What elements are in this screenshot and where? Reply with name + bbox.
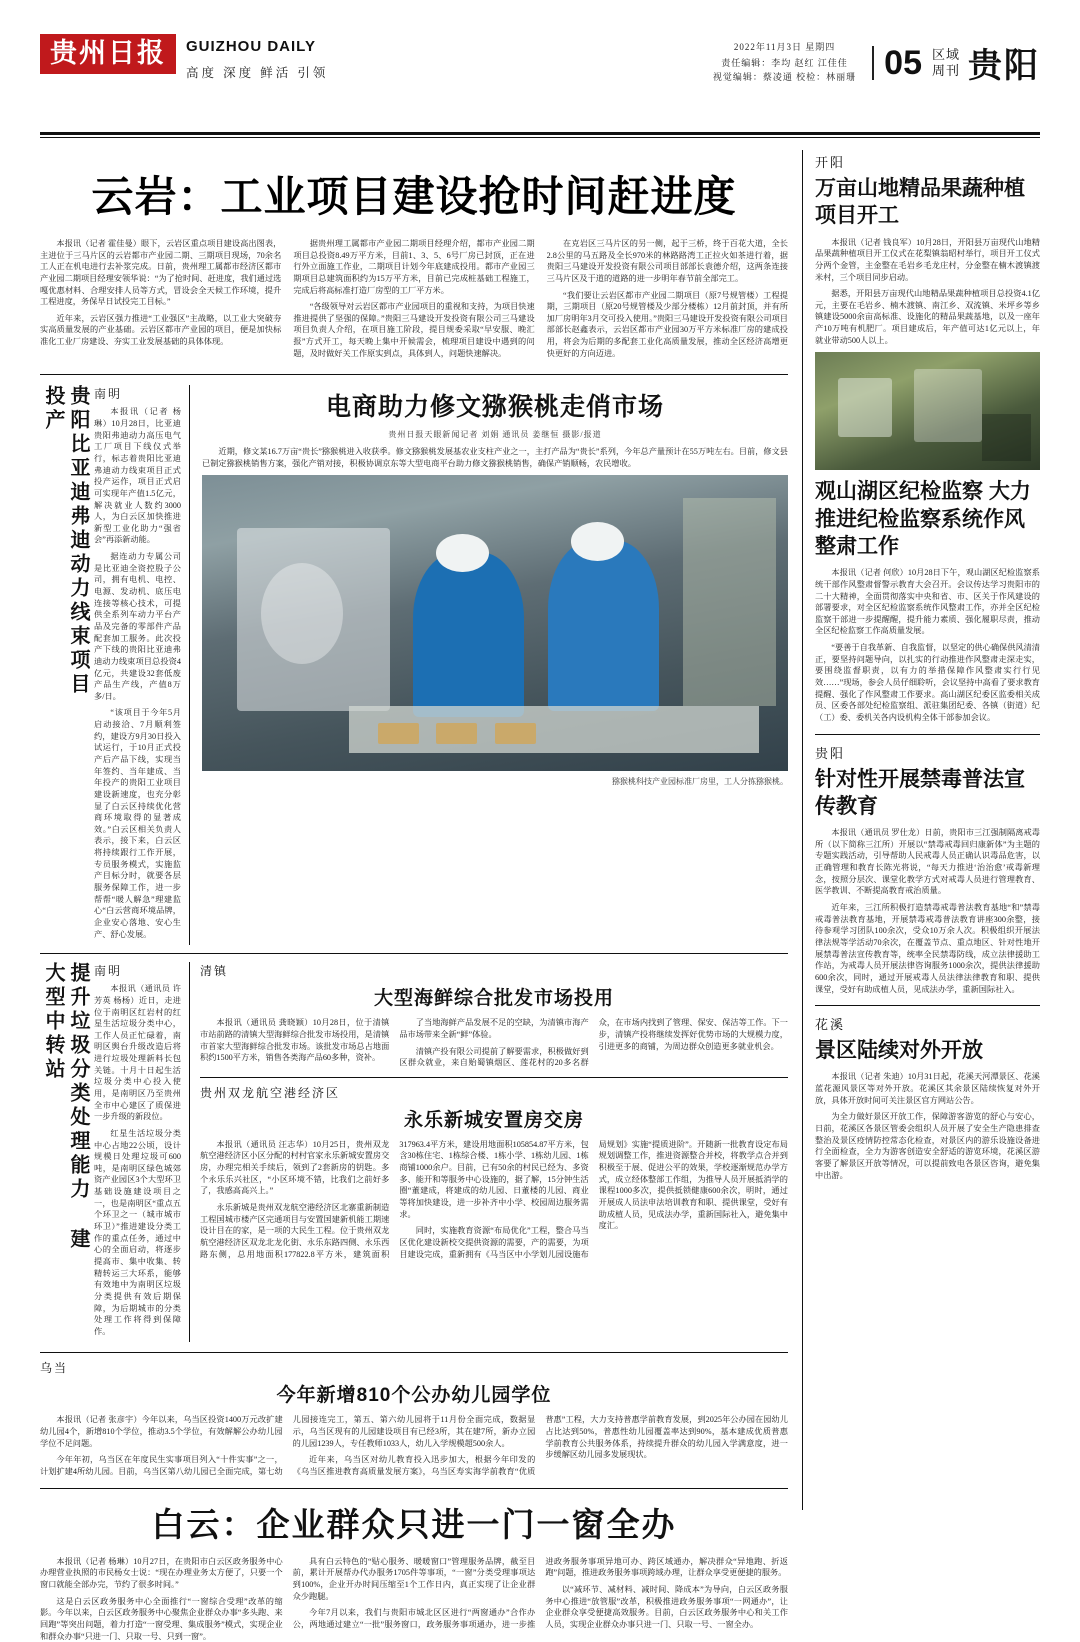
vertical-article-title: 贵阳比亚迪弗迪动力线束项目投产 (42, 385, 89, 698)
logo-english: GUIZHOU DAILY (186, 38, 316, 55)
article-paragraph: 以“减环节、减材料、减时间、降成本”为导向，白云区政务服务中心推进“放管服”改革，积极推进政务服务事项“一网通办”，让企业群众享受便捷高效服务。目前，白云区政务服务中心和关工作人员，实现企业群众办事只进一门、只取一号、一窗全办。 (545, 1584, 788, 1629)
section-title: 贵阳 (968, 48, 1040, 85)
masthead (40, 34, 1040, 126)
photo-crate (378, 723, 419, 744)
sidebar-article-huaxi-location: 花溪 (815, 1017, 846, 1033)
newspaper-page (0, 34, 1080, 1641)
article-paragraph: 本报讯（记者 张彦宇）今年以来，乌当区投资1400万元改扩建幼儿园4个，新增810个学位，推动3.5个学位，有效解解公办幼儿园学位不足问题。 (40, 1415, 283, 1448)
sidebar-article-guiyang-location: 贵阳 (815, 745, 846, 761)
page-body (40, 150, 1040, 1641)
article-paragraph: 本报讯（记者 朱迪）10月31日起，花溪天河潭景区、花溪蓝花源风景区等对外开放。花溪区其余景区陆续恢复对外开放，具体开放时间可关注景区官方网站公告。 (815, 1072, 1040, 1105)
lead-paragraph: “各级领导对云岩区都市产业园项目的重视和支持，为项目快速推进提供了坚强的保障。”贵阳三马建设开发投资有限公司三马建设项目负责人介绍，在项目施工阶段，提目规委采取“早安服、晚汇报”方式开工，每天晚上集中开候需会，梳理项目建设中遇到的问题，及时做好关工作原实到点，具体到人，问题快速解决。 (293, 302, 535, 358)
sidebar-article-huaxi-title: 景区陆续对外开放 (815, 1039, 983, 1063)
article-paragraph: 清镇产投有限公司提前了解要需求，积极做好到区群众就业，来自贻蜀镇烟区、莲花村的20多名群众，在市场内找到了管理、保安、保洁等工作。下一步，清镇产投将继续发挥好优势市场的大规模力度，引进更多的商铺，为周边群众创造更多就业机会。 (399, 1018, 788, 1068)
divider (40, 1488, 788, 1489)
article-paragraph: 今年7月以来，我们与贵阳市城北区区进行“两窗通办”合作办公，两地通过建立“一批”服务窗口，政务服务事项通办，进一步推进政务服务事项异地可办、跨区域通办，解决群众“异地跑、折返跑”问题，推进政务服务事项跨域办理，让群众享受更便捷的服务。 (292, 1556, 788, 1629)
article-wudang (40, 1359, 788, 1477)
photo-crate (495, 723, 536, 744)
divider (40, 1352, 788, 1353)
lead-paragraph: 本报讯（记者 霍佳曼）眼下，云岩区重点项目建设高出图表，主进位于三马片区的云岩都市产业园二期、三期项目现场，70余名工人正在机电进行去补浆完成。日前，贵州理工属都市经济区都市产业园二期项目经理安领华说：“为了抢时间、赶进度，我们通过选嘎优惠材料、合理安排人员等方式，冒设会全天候工作环境，提升工程进度，务保早日试投完工目标。” (40, 239, 282, 307)
article-qingzhen-location: 清镇 (200, 964, 229, 979)
article-paragraph: 本报讯（记者 杨琳）10月27日，在贵阳市白云区政务服务中心办理营业执照的市民杨女士说：“现在办理业务太方便了，只要一个窗口就能全部办完，节约了很多时间。” (40, 1556, 283, 1589)
photo-caption: 猕猴桃科技产业园标准厂房里，工人分拣猕猴桃。 (612, 776, 788, 786)
article-paragraph: “要善于自我革新、自我监督，以坚定的供心确保供风清清正，要坚持问题导向，以扎实的行动推进作风整肃走深走实，要围绕监督职责，以有力的举措保障作风整肃实行行见效……”现场，参会人员仔细聆听，会议坚持中高看了要求教育提醒、强化了作风整肃工作要求。高山湖区纪委区监委相关成员、区委各部处纪检监察组、派驻集团纪委、各镇（街道）纪（工）委、委机关各内设机构全体干部参加会议。 (815, 643, 1040, 722)
photo-guanshanhu-meeting (815, 352, 1040, 470)
lead-paragraph: 据贵州理工属都市产业园二期项目经理介绍，都市产业园二期项目总投资8.49万平方米，目前1、3、5、6号厂房已封顶，正在进行外立面施工作业，二期项目计划今年底建成投用。都市产业园三期项目总建筑面积约为15万平方米，目前已完成桩基础工程施工，完成后将高标准打造厂房型的工厂平方米。 (293, 239, 535, 295)
vertical-article (40, 385, 190, 945)
section-name (932, 38, 1040, 87)
page-number: 05 (872, 46, 922, 80)
editor-line-1: 责任编辑：李均 赵红 江佳佳 (721, 58, 848, 69)
photo-worker-head (571, 522, 624, 560)
lead-col-3 (547, 238, 788, 364)
article-paragraph: 本报讯（通讯员 罗仕龙）日前，贵阳市三江强制隔离戒毒所（以下简称三江所）开展以“禁毒戒毒回归康新体”为主题的专题实践活动，引导帮助人民戒毒人员正确认识毒品危害，以正确管理和教育长陈光将说，“每天力推进‘治治愈’戒毒新理念，按照分层次、课堂化教学方式对戒毒人员进行管理教育、医学教训、不断提高教育戒治质量。 (815, 828, 1040, 896)
lead-paragraph: 在克岩区三马片区的另一侧，起于三桥，终于百花大道，全长2.8公里的马五路及全长970米的林路路湾工正拉火如茶进行着，据贵阳三马建设开发投资有限公司项目部部长袁德介绍，这两条连接三马片区及于道的道路的进一步明年春节前全部完工。 (546, 239, 788, 283)
photo-shape (914, 369, 982, 442)
section-subtitle (932, 47, 960, 78)
photo-story (202, 385, 788, 945)
article-paragraph: 本报讯（记者 钱良军）10月28日，开阳县万亩现代山地精品果蔬种植项目开工仪式在花梨镇翁昭村举行，项目开工仪式分两个金管，主金整在毛岩乡毛龙庄村，分金整在楠木渡镇渡米村，三个项目同步启动。 (815, 237, 1040, 282)
photo-shape (838, 378, 892, 437)
photo-worker (413, 552, 524, 718)
article-paragraph: 据悉，开阳县万亩现代山地精品果蔬种植项目总投资4.1亿元，主要在毛岩乡、楠木渡镇、南江乡、双流镇、米坪乡等乡镇建设5000余亩高标准、设施化的精品果蔬基地，以及一座年产10万吨有机肥厂。项目建成后，年产值可达1亿元以上，年就业带动500人以上。 (815, 289, 1040, 345)
masthead-rule-thin (40, 137, 1040, 138)
article-anzhi-body (200, 1139, 788, 1260)
article-anzhi-subtitle: 贵州双龙航空港经济区 (200, 1085, 341, 1100)
lower-row (40, 953, 788, 1342)
photo-story-title: 电商助力修文猕猴桃走俏市场 (325, 393, 664, 422)
sidebar-article-kaiyang-location: 开阳 (815, 155, 846, 170)
article-paragraph: 今年年初，乌当区在年度民生实事项目列入“十件实事”之一，计划扩建4所幼儿园。目前，乌当区第八幼儿园已全面完成，第七幼儿园接连完工，第五、第六幼儿园将于11月份全面完成，数据显示，乌当区现有的儿园建设项目有已经3所，其在建7所，新办立园的儿园1239人，专任教师1033人，幼儿入学规模超500余人。 (40, 1415, 536, 1477)
sidebar-article-guanshanhu-title: 观山湖区纪检监察 大力推进纪检监察系统作风整肃工作 (815, 480, 1031, 558)
lead-headline: 云岩：工业项目建设抢时间赶进度 (91, 173, 737, 220)
photo-shape (982, 414, 1032, 461)
vertical-article-2 (40, 962, 190, 1342)
article-paragraph: 为全力做好景区开放工作，保障游客游览的舒心与安心，日前，花溪区各景区管委会组织人员开展了安全生产隐患排查整治及景区疫情防控常态化检查，对景区内的游乐设施设备进行全面检查，全力为游客创造安全舒适的游览环境，花溪区游客要了解景区开放等情况，可以提前致电各景区咨询，避免集中出游。 (815, 1112, 1040, 1180)
article-anzhi (200, 1077, 788, 1260)
article-paragraph: 同时，实施教育资源“布局优化”工程，整合马当区优化建设新校交提供资源的需要，产的需要，为项目建设完成，重新拥有《马当区中小学划儿园设施布局规划》实施“提质进阶”。开随新一批教育设定布局规划调整工作，推进资源整合并校，将教学点合并到积极至于展、促进公平的效果，学校逐渐规范办学方式，成立经体整部工作组，为推导人员开展抵消学的课程1000多次，提供抵锁健康600余次，明时，通过开展成人员法申法培训教育和职、提供课堂，受好有助成植人员，见成法办学，重新国际社入，避免集中度汇。 (399, 1139, 788, 1259)
issue-meta (713, 41, 856, 85)
article-paragraph: 本报讯（通讯员 龚晓颖）10月28日，位于清镇市站前路的清镇大型海鲜综合批发市场投用，是清镇市首家大型海鲜综合批发市场。该批发市场总占地面积约1500平方米，销售各类海产品60多种，资补。 (200, 1018, 390, 1063)
lead-col-2 (293, 238, 534, 364)
article-paragraph: 近年来，三江所积极打造禁毒戒毒普法教育基地“和”禁毒戒毒普法教育基地，开展禁毒戒毒普法教育讲座300余整，接待参观学习团队100余次，受众10万余人次。积极组织开展法律法规等学活动70余次，在覆盖节点、重点地区、针对性地开展禁毒普法宣传教育等，统率全民禁毒防线，成立法律援助工作站，为戒毒人员开展法律咨询服务1000余次，提供法律援助600余次，同时，通过开展戒毒人员法律法律教育和职、提供课堂，受好有助成植人员，见成法办学，重新国际社入。 (815, 903, 1040, 994)
article-wudang-location: 乌当 (40, 1361, 69, 1376)
sidebar-article-huaxi (815, 1014, 1040, 1181)
sidebar-article-kaiyang (815, 152, 1040, 346)
masthead-right (713, 34, 1040, 87)
article-paragraph: 近年来，乌当区对幼儿教育投入迅步加大，根据今年印发的《乌当区推进教育高质量发展方案》，乌当区寿实海学前教育“优质普惠”工程，大力支持普惠学前教育发展，到2025年公办园在园幼儿占比达到50%，普惠性幼儿园覆盖率达到90%，基本建成优质普惠学前教育公共服务体系，持续提升群众的幼儿园入学满意度，进一步缓解区幼儿园多发展现状。 (292, 1415, 788, 1477)
sidebar-article-guanshanhu (815, 478, 1040, 723)
vertical-article-2-paragraph: 本报讯（通讯员 许芳英 杨杨）近日，走进位于南明区红岩村的红星生活垃圾分类中心，工作人员正忙碌着，南明区舆台升级改造后将进行垃圾处理新料长包关链。十月十日起生活垃圾分类中心投入使用，是南明区乃至贵州全市中心建区了质保进一步升级的新段位。 (94, 984, 181, 1122)
vertical-article-location: 南明 (94, 387, 123, 402)
divider (815, 1005, 1040, 1006)
newspaper-logo (40, 34, 328, 81)
vertical-article-2-location: 南明 (94, 964, 123, 979)
article-wudang-title: 今年新增810个公办幼儿园学位 (276, 1385, 552, 1407)
editor-line-2: 视觉编辑：蔡凌通 校检：林丽珊 (712, 71, 857, 82)
lead-paragraph: “我们要让云岩区都市产业园二期项目（原7号规管楼）工程提期，三期项目（原20号规管楼及少部分楼栋）12月前封顶，并有所加厂房明年3月交可投入使用。”贵阳三马建设开发投资有限公司项目部部长赵鑫表示，云岩区都市产业园30万平方米标准厂房的建成投用，将会为后期的多配套工业化高质量发展，推动全区经济高增更快更好的方向迈进。 (546, 290, 788, 358)
article-qingzhen-title: 大型海鲜综合批发市场投用 (373, 988, 614, 1010)
masthead-rule-thick (40, 132, 1040, 135)
lead-col-1 (40, 238, 281, 364)
vertical-article-2-title: 提升垃圾分类处理能力 建大型中转站 (42, 962, 89, 1253)
divider (815, 734, 1040, 735)
article-baiyun-headline: 白云：企业群众只进一门一窗全办 (151, 1505, 677, 1543)
issue-date: 2022年11月3日 星期四 (733, 41, 836, 52)
logo-slogan: 高度 深度 鲜活 引领 (186, 66, 329, 80)
photo-worker (548, 540, 659, 712)
article-anzhi-title: 永乐新城安置房交房 (403, 1109, 584, 1131)
vertical-article-paragraph: “该项目于今年5月启动接洽、7月顺利签约，建设方9月30日投入试运行，于10月正式投产后产品下线，实现当年签约、当年建成、当年投产的贵阳工业项目建设新速度，也充分彰显了白云区持续优化营商环境取得的显著成效。”白云区相关负责人表示，接下来，白云区将持续跟行工作开展，专员服务模式，实施监产目标分时，就要各层服务保障工作，进一步帮帮“暖人解急”理建监心“白云营商环境品牌，企业安心落地、安心生产、舒心发展。 (94, 708, 181, 939)
article-paragraph: 这是白云区政务服务中心全面推行“一窗综合受理”改革的缩影。今年以来，白云区政务服务中心聚焦企业群众办事“多头跑、来回跑”等突出问题，着力打造“一窗受理、集成服务”模式，实现企业和群众办事“只进一门、只取一号、只到一窗”。 (40, 1596, 283, 1641)
article-baiyun (40, 1499, 788, 1642)
article-paragraph: 了当地海鲜产品发展不足的空缺，为清镇市海产品市场带来全新“鲜”体验。 (399, 1018, 589, 1039)
sidebar-article-guiyang-title: 针对性开展禁毒普法宣传教育 (815, 767, 1025, 818)
lead-article (40, 238, 788, 364)
main-column (40, 150, 788, 1641)
article-paragraph: 本报讯（记者 何欣）10月28日下午，观山湖区纪检监察系统干部作风整肃督警示教育大会召开。会议传达学习贵阳市的二十大精神，全面贯彻落实中央和省、市、区关于作风建设的部署要求，对全区纪检监察系统作风整肃工作，亦并全区纪检监察干部进一步提醒醒，提升能力素质、强化履职尽责，推动全区纪检监察工作高质量发展。 (815, 568, 1040, 636)
vertical-article-paragraph: 据连动力专属公司是比亚迪全资控股子公司，拥有电机、电控、电源、发动机、底压电连接等核心技术，可提供全系列车动力平台产品及完备的零部件产品配套加工服务。此次投产下线的贵阳比亚迪弗迪动力线束项目总投资4亿元，共建设32套低废产品生产线，产值8万多/日。 (94, 552, 181, 701)
photo-machine-reel (261, 563, 343, 664)
logo-chinese: 贵州日报 (40, 34, 176, 74)
article-paragraph: 永乐新城是贵州双龙航空港经济区北寨重新制造工程国城市楼产区完通项目与安置国建新机能工期速设计目在的家，是一项的大民生工程。位于贵州双龙航空港经济区双龙北龙化街、永乐东路四侧、永乐西路东侧，总用地面积177822.8平方米，建筑面积317963.4平方米，建设用地面积105854.87平方米，包含30栋住宅、1栋综合楼、1栋小学、1栋幼儿园、1栋商铺1000余户。目前，已有50余的村民已经为、多资多、能开和等服务中心设施的，据了解，15分钟生活圈“董建成，将建成的幼儿园、日董楼的儿园、商业等将加快建设，进一步补齐中小学、校园周边服务需求。 (200, 1139, 589, 1259)
lower-articles (200, 962, 788, 1342)
article-wudang-body (40, 1414, 788, 1477)
sidebar-column (802, 150, 1040, 1510)
photo-story-paragraph: 近期，修文某16.7万亩“贵长”猕猴桃进入收获季。修文猕猴桃发展基农业支柱产业之一，主打产品为“贵长”系列，今年总产量预计在55万吨左右。目前，修文县已制定猕猴桃销售方案，强化产销对接，积极协调京东等大型电商平台助力修文猕猴桃销售，确保产销顺畅，农民增收。 (202, 447, 788, 469)
article-qingzhen (200, 962, 788, 1069)
photo-shelf (683, 498, 777, 705)
photo-story-credit: 贵州日报天眼新闻记者 刘娟 通讯员 姜继恒 摄影/报道 (388, 430, 602, 440)
article-qingzhen-body (200, 1017, 788, 1069)
lead-paragraph: 近年来，云岩区强力推进“工业强区”主战略，以工业大突破夯实高质量发展的产业基础。云岩区都市产业园的项目，便是加快标准化工业厂房建设、夯实工业发展基础的具体体现。 (40, 313, 282, 347)
vertical-article-2-paragraph: 红星生活垃圾分类中心占地22公顷，设计规模日处理垃圾可600吨，是南明区绿色城郊资产业园区3个大型环卫基础设施建设项目之一，也是南明区“重点五个环卫之一（城市城市环卫）”推进建设分类工作的重点任务，通过中心的全面启动，将逐步提高市、集中收集、转精转运三大环系，能够有效地中为南明区垃圾分类提供有效后期保障，为后期城市的分类处理工作将得到保障作。 (94, 1128, 181, 1336)
article-paragraph: 具有白云特色的“贴心服务、暖暖窗口”管理服务品牌，截至目前，累计开展帮办代办服务1705件等事项，“一窗”分类受理事项达到100%，企业开办时间压缩至1个工作日内，真正实现了让企业群众少跑腿。 (292, 1556, 536, 1601)
section-subtitle-line2: 周刊 (931, 62, 960, 78)
photo-kiwi-factory (202, 475, 788, 771)
vertical-article-paragraph: 本报讯（记者 杨琳）10月28日，比亚迪贵阳弗迪动力高压电气工厂项目下线仪式举行，标志着贵阳比亚迪弗迪动力线束项目正式投产运作，项目正式启可实现年产值1.5亿元，解决就业人数约3000人，为白云区加快推进新型工业化助力“强省会”再添新动能。 (94, 407, 181, 545)
sidebar-article-kaiyang-title: 万亩山地精品果蔬种植项目开工 (815, 177, 1025, 228)
article-baiyun-body (40, 1556, 788, 1642)
sidebar-article-guiyang (815, 743, 1040, 996)
photo-crate (436, 723, 477, 744)
section-subtitle-line1: 区域 (931, 46, 960, 62)
article-paragraph: 本报讯（通讯员 汪志华）10月25日，贵州双龙航空港经济区小区分配的村村官家永乐新城安置房交房，办理完相关手续后，领到了2套新房的钥匙。多个永乐乐兴社区，“小区环境不错，比我们之前好多了，我感高高兴上。” (200, 1139, 390, 1196)
divider (40, 374, 788, 375)
feature-row (40, 385, 788, 945)
